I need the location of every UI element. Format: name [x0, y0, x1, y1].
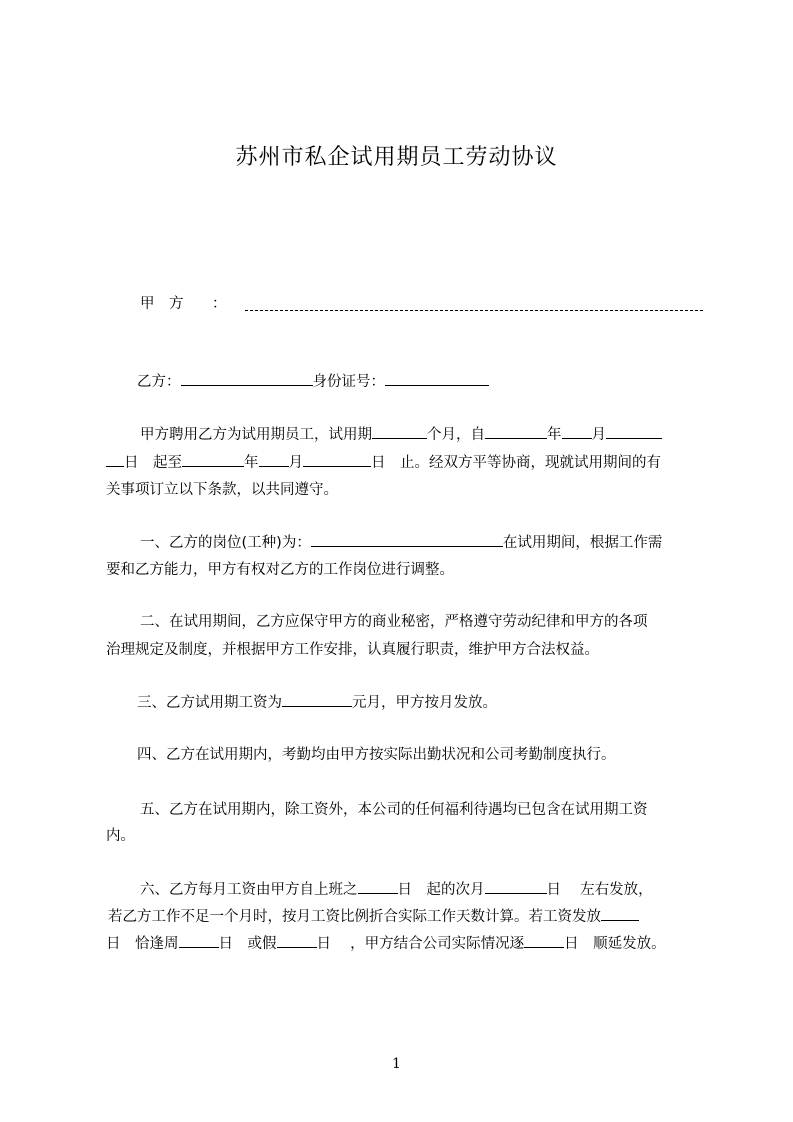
clause-text: 日 左右发放， [546, 882, 653, 898]
clause-5-line-1: 五、乙方在试用期内，除工资外，本公司的任何福利待遇均已包含在试用期工资 [140, 802, 648, 818]
clause-6-line-1 [140, 879, 653, 900]
document-title: 苏州市私企试用期员工劳动协议 [235, 145, 558, 170]
clause-3-line [137, 692, 497, 713]
id-number-blank[interactable] [385, 371, 489, 386]
start-month-blank[interactable] [562, 424, 592, 439]
party-b-line [137, 371, 489, 392]
clause-text: 日 恰逢周 [106, 936, 179, 952]
intro-text: 月 [591, 427, 606, 443]
clause-text: 元月，甲方按月发放。 [352, 695, 497, 711]
page-number: 1 [392, 1056, 401, 1072]
clause-6-line-3 [106, 933, 666, 954]
intro-text: 年 [547, 427, 562, 443]
intro-text: 月 [288, 455, 303, 471]
clause-text: 日 起的次月 [397, 882, 485, 898]
clause-text: 若乙方工作不足一个月时，按月工资比例折合实际工作天数计算。若工资发放 [108, 909, 601, 925]
clause-text: 日 或假 [218, 936, 277, 952]
clause-2-line-1: 二、在试用期间，乙方应保守甲方的商业秘密，严格遵守劳动纪律和甲方的各项 [140, 614, 648, 630]
end-year-blank[interactable] [182, 452, 244, 467]
clause-text: 三、乙方试用期工资为 [137, 695, 282, 711]
clause-text: 六、乙方每月工资由甲方自上班之 [140, 882, 358, 898]
job-position-blank[interactable] [311, 532, 503, 547]
payday-conflict-blank[interactable] [601, 906, 639, 921]
pay-day-blank[interactable] [485, 879, 547, 894]
clause-text: 在试用期间，根据工作需 [502, 535, 663, 551]
party-a-label: 甲 方 [140, 296, 184, 312]
end-day-blank[interactable] [303, 452, 371, 467]
clause-2-line-2: 治理规定及制度，并根据甲方工作安排，认真履行职责，维护甲方合法权益。 [106, 642, 599, 658]
start-day-blank-cont[interactable] [106, 452, 124, 467]
intro-text: 日 起至 [124, 455, 182, 471]
party-b-name-blank[interactable] [181, 371, 313, 386]
intro-line-1 [140, 424, 662, 445]
delay-days-blank[interactable] [524, 933, 564, 948]
weekday-blank[interactable] [179, 933, 219, 948]
intro-text: 年 [244, 455, 259, 471]
end-month-blank[interactable] [259, 452, 289, 467]
clause-text: 一、乙方的岗位(工种)为： [140, 535, 311, 551]
id-number-label: 身份证号： [312, 374, 385, 390]
intro-line-2 [106, 452, 661, 473]
intro-text: 日 止。经双方平等协商，现就试用期间的有 [371, 455, 661, 471]
holiday-blank[interactable] [277, 933, 317, 948]
party-a-blank[interactable] [245, 296, 703, 311]
party-a-colon: ： [212, 296, 227, 312]
party-b-label: 乙方： [137, 374, 181, 390]
clause-1-line-2: 要和乙方能力，甲方有权对乙方的工作岗位进行调整。 [106, 562, 454, 578]
intro-line-3: 关事项订立以下条款，以共同遵守。 [106, 482, 338, 498]
intro-text: 甲方聘用乙方为试用期员工，试用期 [140, 427, 372, 443]
intro-text: 个月，自 [427, 427, 485, 443]
clause-5-line-2: 内。 [106, 828, 135, 844]
clause-text: 日 ，甲方结合公司实际情况逐 [316, 936, 525, 952]
clause-1-line-1 [140, 532, 662, 553]
salary-blank[interactable] [282, 692, 352, 707]
start-day-blank[interactable] [606, 424, 662, 439]
probation-months-blank[interactable] [372, 424, 427, 439]
clause-text: 日 顺延发放。 [564, 936, 666, 952]
workstart-day-blank[interactable] [358, 879, 398, 894]
clause-6-line-2 [108, 906, 639, 927]
start-year-blank[interactable] [485, 424, 547, 439]
clause-4-line: 四、乙方在试用期内，考勤均由甲方按实际出勤状况和公司考勤制度执行。 [137, 747, 616, 763]
